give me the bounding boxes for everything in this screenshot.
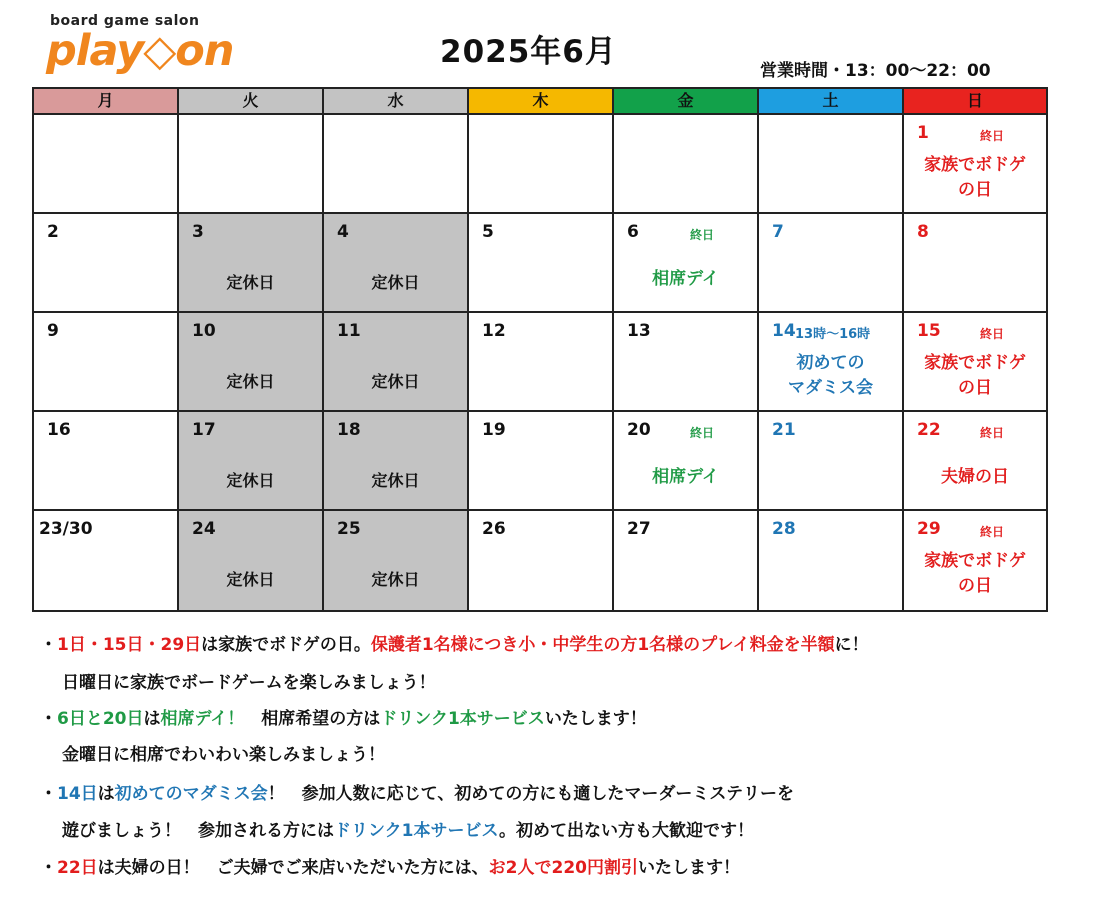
note-text: ドリンク1本サービス (334, 821, 499, 841)
event-time-tag: 終日 (690, 228, 715, 242)
calendar-day-cell (614, 412, 759, 511)
event-label: 相席デイ (652, 269, 719, 289)
note-line (62, 670, 436, 696)
note-text: ！ 参加人数に応じて、初めての方にも適したマーダーミステリーを (267, 784, 794, 804)
closed-day-label: 定休日 (226, 471, 275, 490)
day-number: 26 (482, 519, 506, 539)
calendar-day-cell (614, 214, 759, 313)
note-line (40, 781, 794, 807)
day-number: 4 (337, 222, 349, 242)
day-number: 9 (47, 321, 59, 341)
calendar-day-cell (904, 412, 1046, 511)
day-number: 25 (337, 519, 361, 539)
day-number: 6 (627, 222, 639, 242)
calendar-day-cell (904, 115, 1046, 214)
business-hours: 営業時間・13：00〜22：00 (760, 61, 991, 81)
calendar-grid (32, 87, 1048, 612)
event-label: 初めての マダミス会 (788, 353, 873, 398)
calendar-day-cell (759, 412, 904, 511)
weekday-header-thu: 木 (469, 89, 614, 115)
calendar-day-cell (324, 115, 469, 214)
note-text: 遊びましょう！ 参加される方には (62, 821, 334, 841)
day-number: 22 (917, 420, 941, 440)
calendar-day-cell (759, 313, 904, 412)
day-number: 16 (47, 420, 71, 440)
weekday-header-sat: 土 (759, 89, 904, 115)
calendar-day-cell (324, 412, 469, 511)
day-number: 28 (772, 519, 796, 539)
event-label: 家族でボドゲ の日 (924, 353, 1026, 398)
day-number: 10 (192, 321, 216, 341)
calendar-day-cell (614, 511, 759, 610)
event-time-tag: 終日 (980, 426, 1005, 440)
note-text: 初めてのマダミス会 (114, 784, 268, 804)
calendar-day-cell (759, 214, 904, 313)
note-text: ・ (40, 635, 57, 655)
note-text: 1日・15日・29日 (57, 635, 202, 655)
day-number: 7 (772, 222, 784, 242)
note-line (40, 706, 647, 732)
page-title: 2025年6月 (440, 34, 617, 70)
day-number: 20 (627, 420, 651, 440)
day-number: 8 (917, 222, 929, 242)
day-number: 19 (482, 420, 506, 440)
note-text: お2人で220円割引 (488, 858, 638, 878)
note-text: 保護者1名様につき小・中学生の方1名様のプレイ料金を半額 (370, 635, 835, 655)
note-text: 。初めて出ない方も大歓迎です！ (499, 821, 754, 841)
event-label: 夫婦の日 (941, 467, 1009, 487)
day-number: 5 (482, 222, 494, 242)
day-number: 27 (627, 519, 651, 539)
calendar-day-cell (34, 511, 179, 610)
calendar-day-cell (179, 412, 324, 511)
calendar-day-cell (324, 313, 469, 412)
calendar-day-cell (179, 511, 324, 610)
calendar-day-cell (904, 511, 1046, 610)
event-label: 相席デイ (652, 467, 719, 487)
note-text: いたします！ (638, 858, 740, 878)
event-time-tag: 終日 (980, 327, 1005, 341)
closed-day-label: 定休日 (371, 273, 420, 292)
calendar-day-cell (904, 313, 1046, 412)
note-text: 6日と20日 (57, 709, 144, 729)
calendar-day-cell (34, 412, 179, 511)
calendar-day-cell (469, 115, 614, 214)
day-number: 13 (627, 321, 651, 341)
calendar-day-cell (614, 313, 759, 412)
day-number: 18 (337, 420, 361, 440)
day-number: 17 (192, 420, 216, 440)
closed-day-label: 定休日 (226, 372, 275, 391)
calendar-day-cell (469, 214, 614, 313)
calendar-day-cell (759, 115, 904, 214)
note-line (40, 855, 740, 881)
day-number: 23/30 (39, 519, 93, 539)
calendar-day-cell (179, 115, 324, 214)
note-line (40, 632, 869, 658)
note-text: は夫婦の日！ ご夫婦でご来店いただいた方には、 (97, 858, 489, 878)
calendar-day-cell (34, 214, 179, 313)
day-number: 3 (192, 222, 204, 242)
note-line (62, 742, 385, 768)
note-text: に！ (834, 635, 869, 655)
day-number: 1 (917, 123, 929, 143)
event-label: 家族でボドゲ の日 (924, 155, 1026, 200)
note-text: 相席デイ！ (160, 709, 245, 729)
day-number: 14 (772, 321, 796, 341)
note-text: は (143, 709, 161, 729)
closed-day-label: 定休日 (371, 372, 420, 391)
note-text: は (97, 784, 115, 804)
calendar-day-cell (759, 511, 904, 610)
weekday-header-fri: 金 (614, 89, 759, 115)
note-text: 日曜日に家族でボードゲームを楽しみましょう！ (62, 673, 436, 693)
event-label: 家族でボドゲ の日 (924, 551, 1026, 596)
day-number: 21 (772, 420, 796, 440)
calendar-day-cell (34, 313, 179, 412)
event-time-tag: 終日 (980, 129, 1005, 143)
note-text: いたします！ (544, 709, 647, 729)
event-time-tag: 終日 (690, 426, 715, 440)
weekday-header-sun: 日 (904, 89, 1046, 115)
day-number: 2 (47, 222, 59, 242)
closed-day-label: 定休日 (226, 570, 275, 589)
note-text: 金曜日に相席でわいわい楽しみましょう！ (62, 745, 385, 765)
calendar-day-cell (179, 313, 324, 412)
day-number: 29 (917, 519, 941, 539)
closed-day-label: 定休日 (226, 273, 275, 292)
calendar-day-cell (324, 214, 469, 313)
note-text: ・ (40, 709, 57, 729)
calendar-day-cell (614, 115, 759, 214)
logo-wordmark: play◇on (46, 26, 234, 76)
note-text: 22日 (57, 858, 98, 878)
closed-day-label: 定休日 (371, 570, 420, 589)
note-text: は家族でボドゲの日。 (201, 635, 371, 655)
weekday-header-wed: 水 (324, 89, 469, 115)
day-number: 24 (192, 519, 216, 539)
weekday-header-mon: 月 (34, 89, 179, 115)
event-time-tag: 終日 (980, 525, 1005, 539)
note-line (62, 818, 754, 844)
day-number: 15 (917, 321, 941, 341)
note-text: ・ (40, 784, 57, 804)
day-number: 12 (482, 321, 506, 341)
note-text: 相席希望の方は (244, 709, 381, 729)
note-text: ドリンク1本サービス (380, 709, 545, 729)
day-number: 11 (337, 321, 361, 341)
calendar-day-cell (469, 412, 614, 511)
calendar-day-cell (179, 214, 324, 313)
calendar-day-cell (904, 214, 1046, 313)
closed-day-label: 定休日 (371, 471, 420, 490)
note-text: 14日 (57, 784, 98, 804)
calendar-day-cell (469, 313, 614, 412)
calendar-day-cell (469, 511, 614, 610)
weekday-header-tue: 火 (179, 89, 324, 115)
calendar-day-cell (324, 511, 469, 610)
logo-tagline: board game salon (50, 13, 200, 29)
note-text: ・ (40, 858, 57, 878)
calendar-day-cell (34, 115, 179, 214)
event-time-tag: 13時〜16時 (795, 327, 871, 342)
